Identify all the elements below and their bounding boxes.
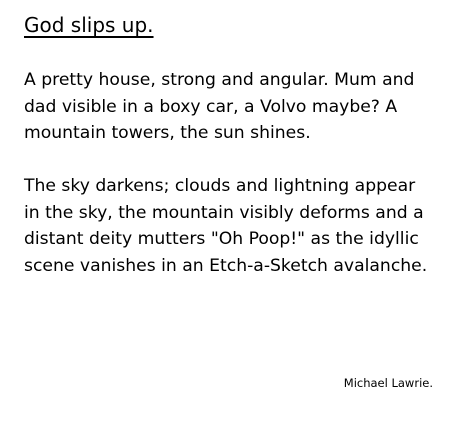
paragraph-line: The sky darkens; clouds and lightning appear xyxy=(24,176,416,196)
paragraph-line: distant deity mutters "Oh Poop!" as the idyllic xyxy=(24,229,419,249)
paragraph-line: scene vanishes in an Etch-a-Sketch avalanche. xyxy=(24,255,428,276)
paragraph-line: mountain towers, the sun shines. xyxy=(24,123,311,143)
paragraph-line: A pretty house, strong and angular. Mum and xyxy=(24,70,415,90)
paragraph-2 xyxy=(24,173,427,279)
paragraph-1 xyxy=(24,67,414,147)
paragraph-line: in the sky, the mountain visibly deforms and a xyxy=(24,202,424,223)
author-signature: Michael Lawrie. xyxy=(343,376,433,390)
poem-title: God slips up. xyxy=(24,13,154,37)
paragraph-line: dad visible in a boxy car, a Volvo maybe? A xyxy=(24,96,398,117)
